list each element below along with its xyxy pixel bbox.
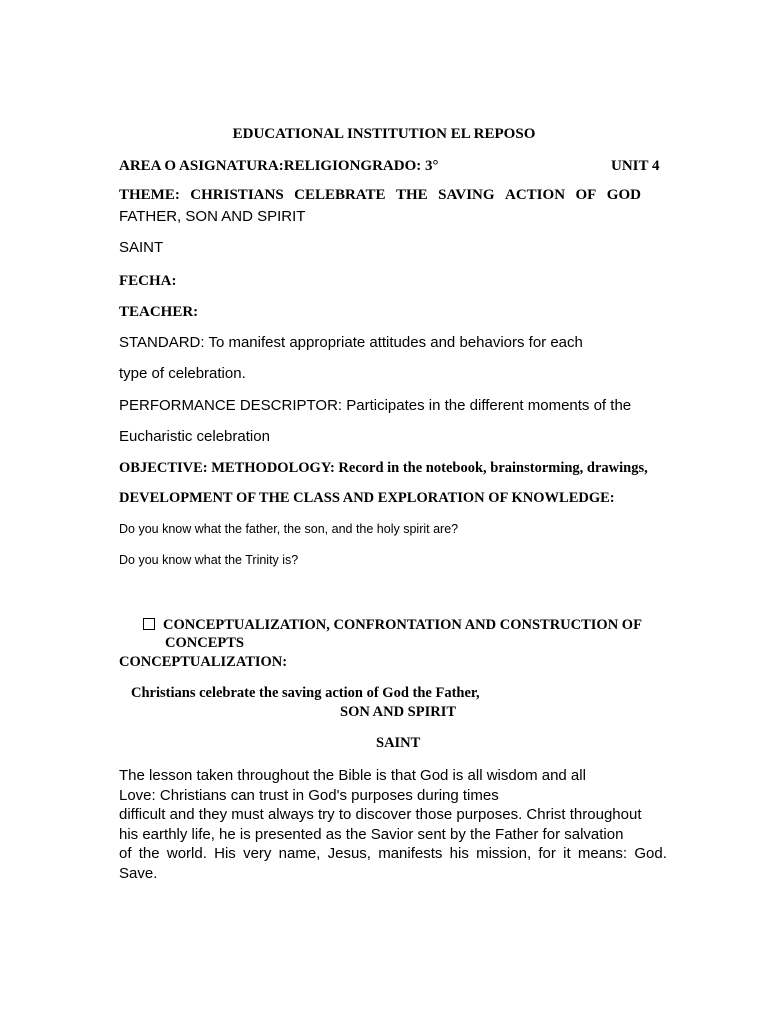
objective-line: OBJECTIVE: METHODOLOGY: Record in the notebook, brainstorming, drawings, <box>119 460 648 476</box>
performance-line-2: Eucharistic celebration <box>119 428 270 445</box>
theme-line <box>119 187 641 204</box>
theme-saint: SAINT <box>119 239 164 256</box>
body-word: of <box>119 845 132 862</box>
standard-line-1: STANDARD: To manifest appropriate attitudes and behaviors for each <box>119 334 583 351</box>
performance-line-1: PERFORMANCE DESCRIPTOR: Participates in the different moments of the <box>119 397 632 414</box>
body-word: manifests <box>378 845 443 862</box>
concepts-heading <box>143 617 642 634</box>
body-word: mission, <box>476 845 532 862</box>
concepts-heading-line-2: CONCEPTS <box>165 635 244 651</box>
body-line-2: Love: Christians can trust in God's purposes during times <box>119 786 499 804</box>
institution-title: EDUCATIONAL INSTITUTION EL REPOSO <box>232 126 536 142</box>
area-label: AREA O ASIGNATURA:RELIGIONGRADO: 3° <box>119 158 439 174</box>
theme-word: OF <box>575 187 597 203</box>
standard-line-2: type of celebration. <box>119 365 246 382</box>
development-line: DEVELOPMENT OF THE CLASS AND EXPLORATION OF KNOWLEDGE: <box>119 490 615 506</box>
question-1: Do you know what the father, the son, and the holy spirit are? <box>119 522 459 536</box>
theme-continuation: FATHER, SON AND SPIRIT <box>119 208 306 225</box>
body-line-4: his earthly life, he is presented as the Savior sent by the Father for salvation <box>119 825 624 843</box>
body-word: very <box>243 845 272 862</box>
lesson-title-line-1: Christians celebrate the saving action of God the Father, <box>131 685 480 701</box>
fecha-label: FECHA: <box>119 273 177 289</box>
question-2: Do you know what the Trinity is? <box>119 553 299 567</box>
body-word: the <box>138 845 160 862</box>
theme-word: THE <box>396 187 428 203</box>
body-word: world. <box>166 845 207 862</box>
theme-word: SAVING <box>438 187 495 203</box>
body-line-1: The lesson taken throughout the Bible is that God is all wisdom and all <box>119 767 586 784</box>
body-word: name, <box>278 845 321 862</box>
square-bullet-icon <box>143 618 155 630</box>
conceptualization-subheading: CONCEPTUALIZATION: <box>119 654 288 670</box>
body-word: for <box>538 845 556 862</box>
body-line-5 <box>119 844 667 864</box>
lesson-title-saint: SAINT <box>376 735 421 751</box>
body-line-3: difficult and they must always try to discover those purposes. Christ throughout <box>119 806 642 823</box>
body-word: means: <box>577 845 628 862</box>
body-word: it <box>563 845 571 862</box>
lesson-title-line-2: SON AND SPIRIT <box>340 704 457 720</box>
body-word: God. <box>634 845 667 862</box>
theme-word: ACTION <box>505 187 566 203</box>
concepts-heading-line-1: CONCEPTUALIZATION, CONFRONTATION AND CONSTRUCTION OF <box>163 617 642 633</box>
lesson-body <box>119 766 668 883</box>
teacher-label: TEACHER: <box>119 304 199 320</box>
body-word: his <box>449 845 469 862</box>
theme-word: THEME: <box>119 187 180 203</box>
body-word: Jesus, <box>327 845 371 862</box>
unit-label: UNIT 4 <box>611 158 660 174</box>
theme-word: CELEBRATE <box>294 187 386 203</box>
theme-word: GOD <box>606 187 641 203</box>
body-line-6: Save. <box>119 864 158 882</box>
body-word: His <box>214 845 236 862</box>
theme-word: CHRISTIANS <box>190 187 284 203</box>
